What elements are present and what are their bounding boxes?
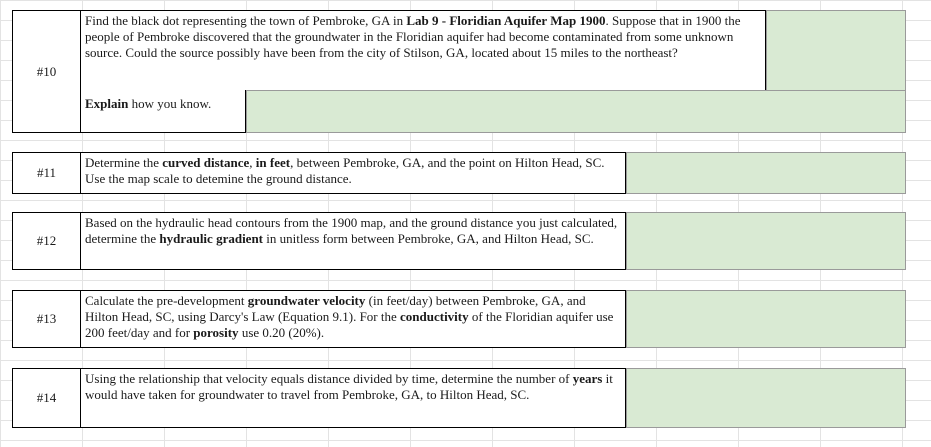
- explain-rest: how you know.: [128, 96, 212, 111]
- question-text-10[interactable]: [80, 10, 766, 91]
- question-number-12: #12: [12, 212, 80, 270]
- q12-seg-0: Based on the hydraulic head contours from the 1900 map, and the ground distance you just calculated, determine the: [85, 215, 618, 246]
- q10-seg-2: . Suppose that in 1900 the people of Pembroke discovered that the groundwater in the Floridian aquifer had become contaminated from some unknown source. Could the source possibly have been from the city of Stilson, GA, located about 15 miles to the northeast?: [85, 13, 741, 60]
- answer-cell-12[interactable]: [626, 212, 906, 270]
- q13-seg-6: use 0.20 (20%).: [238, 325, 325, 340]
- q11-seg-4: , between Pembroke, GA, and the point on Hilton Head, SC. Use the map scale to detemine the ground distance.: [85, 155, 605, 186]
- q13-seg-1: groundwater velocity: [247, 293, 366, 308]
- q12-seg-2: in unitless form between Pembroke, GA, and Hilton Head, SC.: [263, 231, 594, 246]
- q12-seg-1: hydraulic gradient: [159, 231, 264, 246]
- q13-seg-3: conductivity: [400, 309, 469, 324]
- answer-cell-10b[interactable]: [246, 90, 906, 133]
- question-text-14[interactable]: [80, 368, 626, 428]
- q13-seg-5: porosity: [193, 325, 239, 340]
- q14-seg-2: it would have taken for groundwater to travel from Pembroke, GA, to Hilton Head, SC.: [85, 371, 613, 402]
- answer-cell-13[interactable]: [626, 290, 906, 348]
- q13-seg-4: of the Floridian aquifer use 200 feet/day and for: [85, 309, 614, 340]
- q13-seg-0: Calculate the pre-development: [85, 293, 248, 308]
- q14-seg-1: years: [572, 371, 603, 386]
- question-text-13[interactable]: [80, 290, 626, 348]
- q10-seg-0: Find the black dot representing the town of Pembroke, GA in: [85, 13, 407, 28]
- question-text-11[interactable]: [80, 152, 626, 194]
- q11-seg-1: curved distance: [162, 155, 250, 170]
- q14-seg-0: Using the relationship that velocity equals distance divided by time, determine the number of: [85, 371, 573, 386]
- question-number-10: #10: [12, 10, 80, 133]
- answer-cell-11[interactable]: [626, 152, 906, 194]
- answer-cell-14[interactable]: [626, 368, 906, 428]
- q11-seg-3: in feet: [255, 155, 291, 170]
- q11-seg-0: Determine the: [85, 155, 163, 170]
- explain-bold: Explain: [85, 96, 129, 111]
- question-number-14: #14: [12, 368, 80, 428]
- question-number-11: #11: [12, 152, 80, 194]
- q13-seg-2: (in feet/day) between Pembroke, GA, and Hilton Head, SC, using Darcy's Law (Equation 9.1). For the: [85, 293, 586, 324]
- question-number-13: #13: [12, 290, 80, 348]
- explain-label-10[interactable]: [80, 90, 246, 133]
- answer-cell-10a[interactable]: [766, 10, 906, 91]
- q11-seg-2: ,: [249, 155, 256, 170]
- q10-seg-1: Lab 9 - Floridian Aquifer Map 1900: [406, 13, 606, 28]
- question-text-12[interactable]: [80, 212, 626, 270]
